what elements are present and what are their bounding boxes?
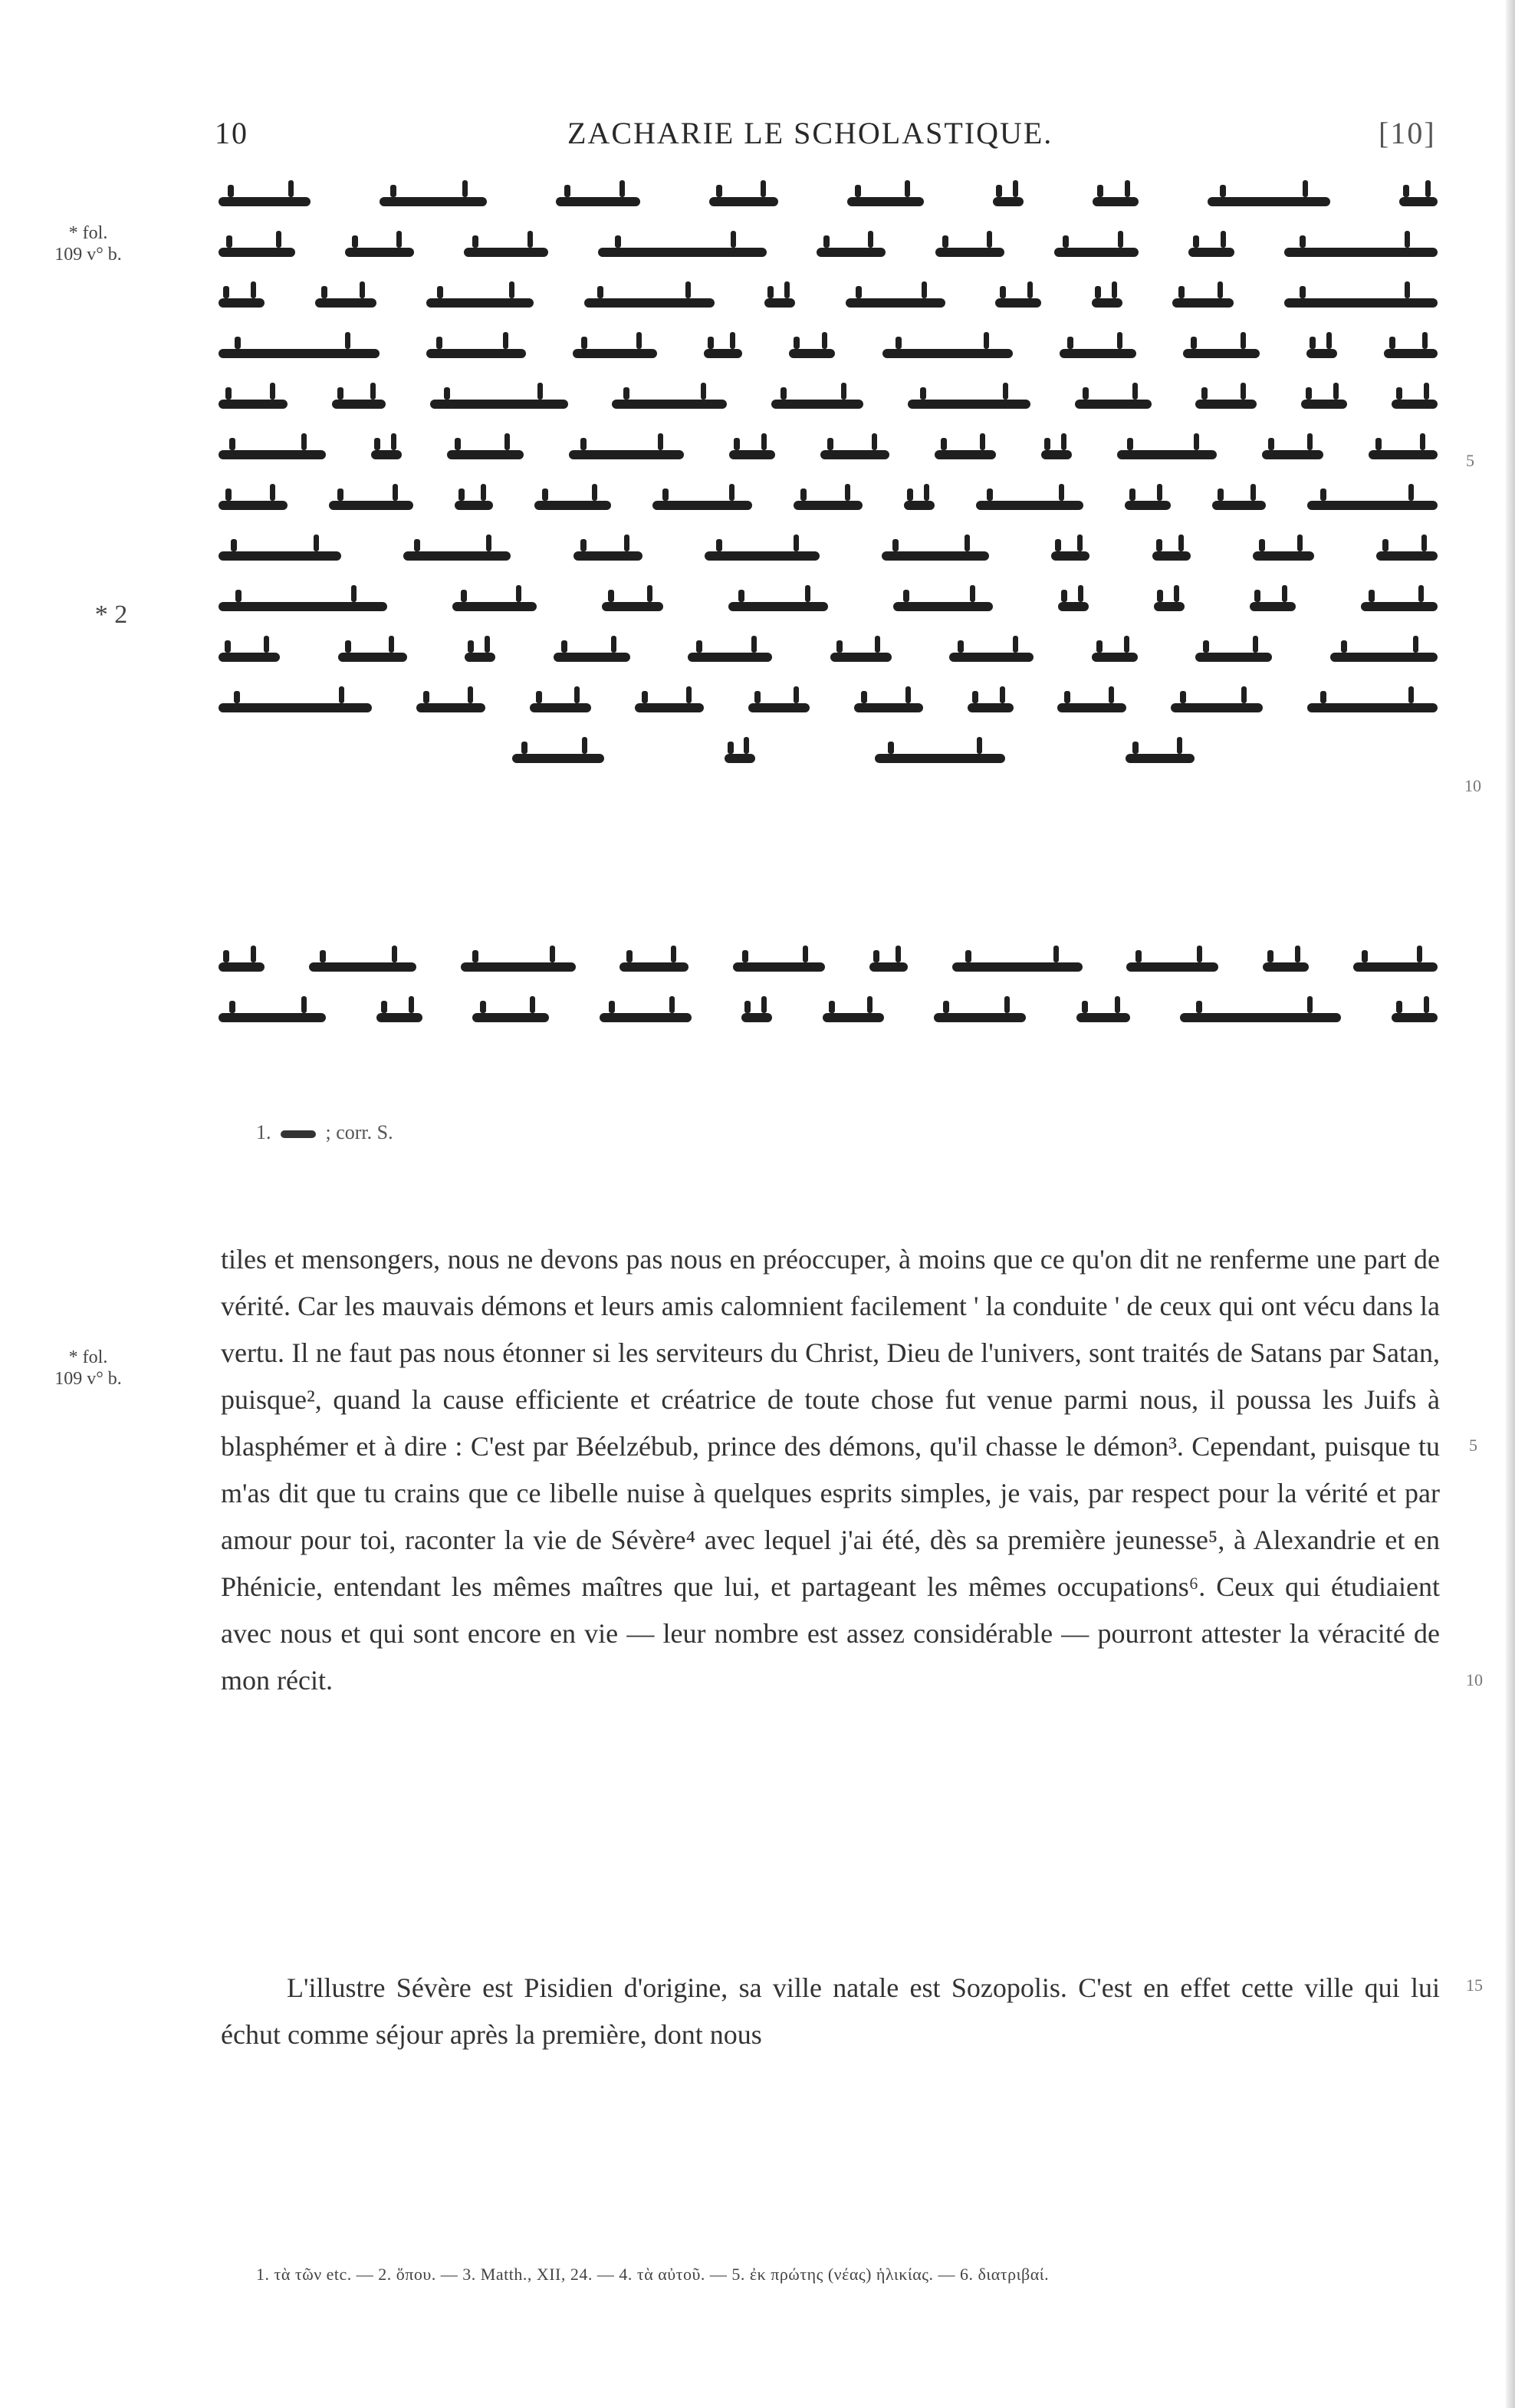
syriac-line	[219, 233, 1438, 271]
french-paragraph-2	[221, 1965, 1440, 2064]
section-marker-2: * 2	[94, 600, 128, 629]
footnote-number: 1.	[256, 1121, 271, 1143]
syriac-line	[219, 334, 1438, 373]
page-number: 10	[215, 116, 248, 150]
running-title: ZACHARIE LE SCHOLASTIQUE.	[567, 116, 1053, 150]
folio-note-french: * fol. 109 v° b.	[54, 1347, 122, 1389]
syriac-line	[219, 587, 1438, 626]
page-reference: [10]	[1379, 116, 1436, 150]
syriac-line	[219, 486, 1438, 525]
syriac-word-glyph	[281, 1130, 316, 1138]
syriac-line	[219, 689, 1438, 727]
syriac-line	[219, 998, 1438, 1037]
line-number-10: 10	[1466, 1670, 1483, 1689]
syriac-line	[219, 385, 1438, 423]
page-edge	[1506, 0, 1515, 2408]
french-paragraph-1	[221, 1236, 1440, 1995]
line-number-5: 5	[1469, 1436, 1477, 1455]
footnote-correction: ; corr. S.	[325, 1121, 393, 1143]
line-number-10: 10	[1464, 776, 1481, 795]
syriac-line	[219, 284, 1438, 322]
footnotes: 1. τὰ τῶν etc. — 2. ὅπου. — 3. Matth., XII, 24. — 4. τὰ αὐτοῦ. — 5. ἐκ πρώτης (νέας) ἡλικίας. — 6. διατριβαί.	[256, 2265, 1050, 2284]
paragraph-text: L'illustre Sévère est Pisidien d'origine, sa ville natale est Sozopolis. C'est en effet cette ville qui lui échut comme séjour après la première, dont nous	[221, 1972, 1440, 2050]
syriac-line	[219, 537, 1438, 575]
line-number-5: 5	[1466, 451, 1474, 470]
syriac-line	[512, 739, 1195, 778]
paragraph-text: tiles et mensongers, nous ne devons pas nous en préoccuper, à moins que ce qu'on dit ne renferme une part de vérité. Car les mauvais démons et leurs amis calomnient facilement ' la conduite ' de ceux qui ont vécu dans la vertu. Il ne faut pas nous étonner si les serviteurs du Christ, Dieu de l'univers, sont traités de Satans par Satan, puisque², quand la cause efficiente et créatrice de toute chose fut venue parmi nous, il poussa les Juifs à blasphémer et à dire : C'est par Béelzébub, prince des démons, qu'il chasse le démon³. Cependant, puisque tu m'as dit que tu crains que ce libelle nuise à quelques esprits simples, je vais, par respect pour la vérité et par amour pour toi, raconter la vie de Sévère⁴ avec lequel j'ai été, dès sa première jeunesse⁵, à Alexandrie et en Phénicie, entendant les mêmes maîtres que lui, et partageant les mêmes occupations⁶. Ceux qui étudiaient avec nous et qui sont encore en vie — leur nombre est assez considérable — pourront attester la véracité de mon récit.	[221, 1244, 1440, 1696]
syriac-line	[219, 948, 1438, 986]
running-header	[0, 115, 1515, 161]
syriac-line	[219, 436, 1438, 474]
syriac-line	[219, 638, 1438, 676]
syriac-footnote	[256, 1121, 393, 1144]
folio-note-syriac: * fol. 109 v° b.	[54, 223, 122, 265]
line-number-15: 15	[1466, 1975, 1483, 1995]
syriac-line	[219, 183, 1438, 221]
